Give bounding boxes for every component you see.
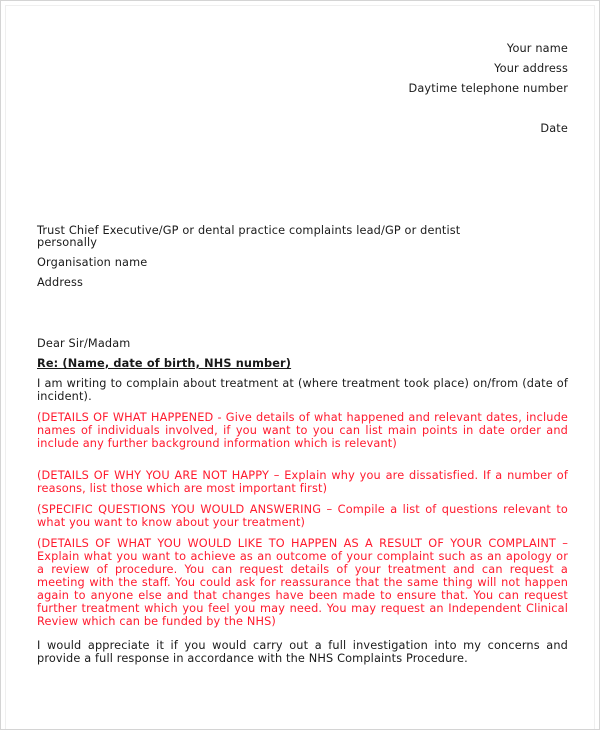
specific-questions: (SPECIFIC QUESTIONS YOU WOULD ANSWERING – Compile a list of questions relevant to what you want to know about your treatment) (37, 503, 568, 529)
sender-phone: Daytime telephone number (408, 82, 568, 95)
letter-date: Date (540, 122, 568, 135)
desired-outcome: (DETAILS OF WHAT YOU WOULD LIKE TO HAPPEN AS A RESULT OF YOUR COMPLAINT – Explain what you want to achieve as an outcome of your complaint such as an apology or a review of procedure. You can request details of your treatment and can request a meeting with the staff. You could ask for reassurance that the same thing will not happen again to anyone else and that changes have been made to ensure that. You can request further treatment which you feel you may need. You may request an Independent Clinical Review which can be funded by the NHS) (37, 537, 568, 628)
recipient-organisation: Organisation name (37, 256, 148, 269)
recipient-address: Address (37, 276, 84, 289)
details-what-happened: (DETAILS OF WHAT HAPPENED - Give details of what happened and relevant dates, include names of individuals involved, if you want to you can list main points in date order and include any further background information which is relevant) (37, 411, 568, 450)
sender-name: Your name (506, 42, 568, 55)
closing-paragraph: I would appreciate it if you would carry out a full investigation into my concerns and provide a full response in accordance with the NHS Complaints Procedure. (37, 639, 568, 665)
sender-address: Your address (494, 62, 568, 75)
recipient-title-line2: personally (37, 236, 98, 249)
details-why-unhappy: (DETAILS OF WHY YOU ARE NOT HAPPY – Explain why you are dissatisfied. If a number of reasons, list those which are most important first) (37, 469, 568, 495)
salutation: Dear Sir/Madam (37, 337, 131, 350)
intro-paragraph: I am writing to complain about treatment at (where treatment took place) on/from (date of incident). (37, 377, 568, 403)
subject-line: Re: (Name, date of birth, NHS number) (37, 357, 292, 370)
recipient-title-line1: Trust Chief Executive/GP or dental practice complaints lead/GP or dentist (37, 224, 461, 237)
